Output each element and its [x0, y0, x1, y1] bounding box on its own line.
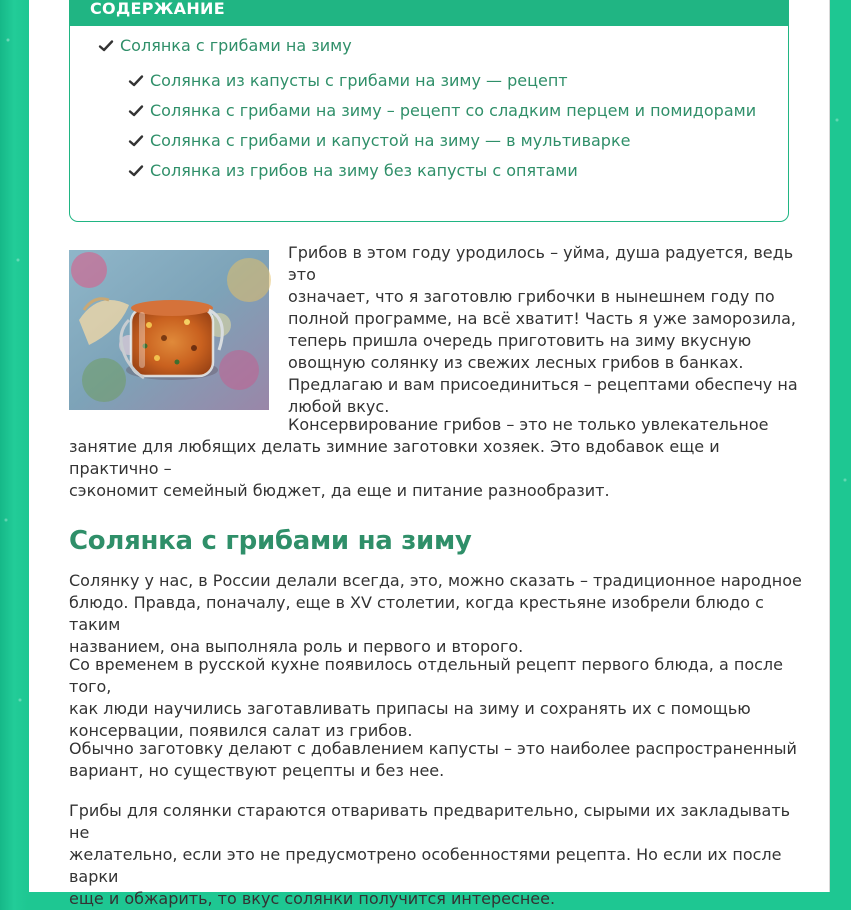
- toc-title: СОДЕРЖАНИЕ: [70, 0, 788, 26]
- toc-item[interactable]: [128, 71, 568, 90]
- text-line: вариант, но существуют рецепты и без нее.: [69, 761, 445, 780]
- toc-item-label[interactable]: Солянка из грибов на зиму без капусты с опятами: [150, 161, 578, 180]
- text-line: овощную солянку из свежих лесных грибов в банках.: [288, 353, 744, 372]
- section-paragraph: [69, 654, 814, 742]
- section-heading: Солянка с грибами на зиму: [69, 526, 472, 556]
- section-paragraph: [69, 738, 814, 782]
- table-of-contents: [69, 0, 789, 222]
- text-line: Консервирование грибов – это не только увлекательное: [288, 415, 769, 434]
- text-line: названием, она выполняла роль и первого и второго.: [69, 637, 524, 656]
- toc-item-label[interactable]: Солянка с грибами на зиму – рецепт со сладким перцем и помидорами: [150, 101, 757, 120]
- toc-item[interactable]: [128, 161, 578, 180]
- article-page: [29, 0, 830, 908]
- text-line: еще и обжарить, то вкус солянки получится интереснее.: [69, 889, 556, 908]
- text-line: блюдо. Правда, поначалу, еще в XV столетии, когда крестьяне изобрели блюдо с таким: [69, 593, 764, 634]
- text-line: Солянку у нас, в России делали всегда, это, можно сказать – традиционное народное: [69, 571, 802, 590]
- photo-illustration: [69, 250, 269, 410]
- text-line: сэкономит семейный бюджет, да еще и питание разнообразит.: [69, 481, 610, 500]
- section-paragraph: [69, 800, 814, 910]
- toc-item[interactable]: [128, 101, 756, 120]
- intro-paragraph-1: [288, 242, 808, 418]
- intro-paragraph-2: [69, 414, 814, 502]
- text-line: Грибы для солянки стараются отваривать предварительно, сырыми их закладывать не: [69, 801, 791, 842]
- text-line: Предлагаю и вам присоединиться – рецептами обеспечу на: [288, 375, 798, 394]
- text-line: теперь пришла очередь приготовить на зиму вкусную: [288, 331, 752, 350]
- checkmark-icon: [98, 39, 114, 53]
- text-line: желательно, если это не предусмотрено особенностями рецепта. Но если их после варки: [69, 845, 782, 886]
- checkmark-icon: [128, 164, 144, 178]
- toc-item-label[interactable]: Солянка с грибами на зиму: [120, 36, 352, 55]
- text-line: Обычно заготовку делают с добавлением капусты – это наиболее распространенный: [69, 739, 797, 758]
- text-line: Со временем в русской кухне появилось отдельный рецепт первого блюда, а после того,: [69, 655, 783, 696]
- toc-item[interactable]: [128, 131, 630, 150]
- section-paragraph: [69, 570, 814, 658]
- text-line: любой вкус.: [288, 397, 390, 416]
- checkmark-icon: [128, 74, 144, 88]
- checkmark-icon: [128, 104, 144, 118]
- text-line: полной программе, на всё хватит! Часть я уже заморозила,: [288, 309, 796, 328]
- toc-item-label[interactable]: Солянка с грибами и капустой на зиму — в мультиварке: [150, 131, 631, 150]
- checkmark-icon: [128, 134, 144, 148]
- text-line: консервации, появился салат из грибов.: [69, 721, 413, 740]
- toc-item-label[interactable]: Солянка из капусты с грибами на зиму — рецепт: [150, 71, 568, 90]
- text-line: занятие для любящих делать зимние заготовки хозяек. Это вдобавок еще и практично –: [69, 437, 720, 478]
- text-line: как люди научились заготавливать припасы на зиму и сохранять их с помощью: [69, 699, 751, 718]
- text-line: Грибов в этом году уродилось – уйма, душа радуется, ведь это: [288, 243, 794, 284]
- text-line: означает, что я заготовлю грибочки в нынешнем году по: [288, 287, 775, 306]
- toc-item[interactable]: [98, 36, 352, 55]
- solyanka-jar-photo: [69, 250, 269, 410]
